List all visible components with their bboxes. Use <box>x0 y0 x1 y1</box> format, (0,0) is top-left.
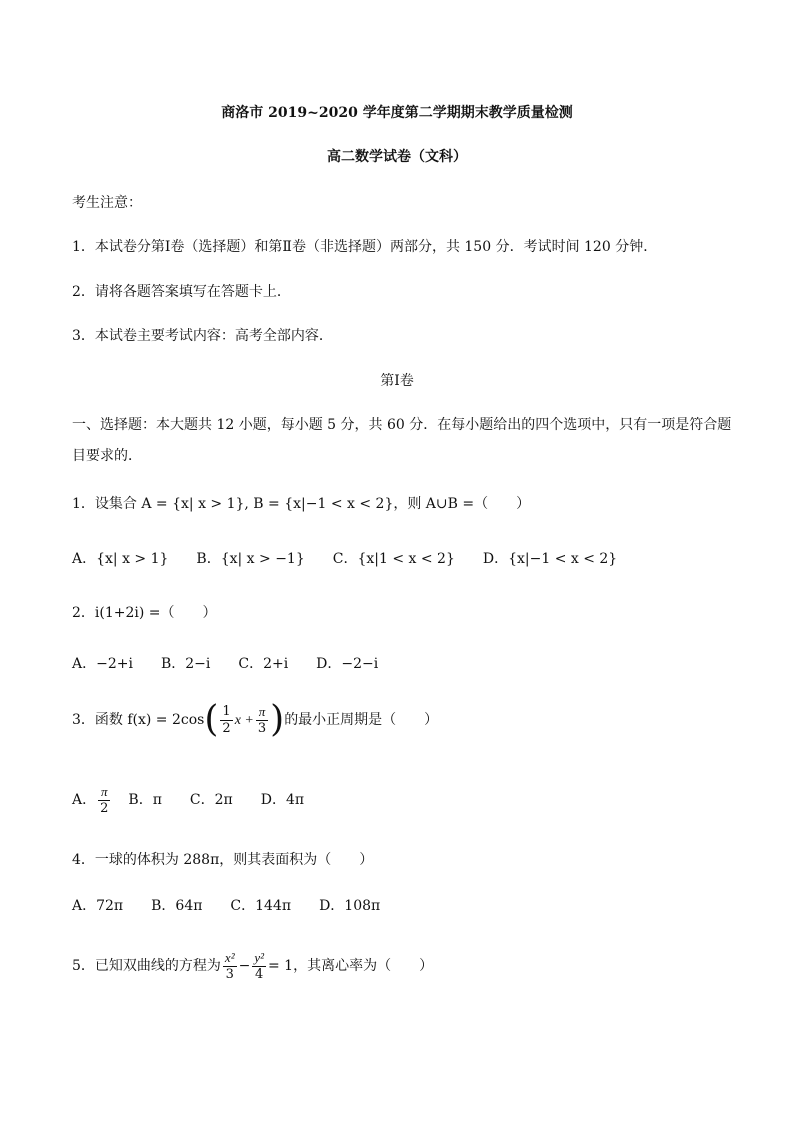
question-3-mid: x + <box>234 713 254 728</box>
question-5 <box>72 946 433 986</box>
section-instructions-line-2: 目要求的． <box>72 448 142 464</box>
right-paren: ) <box>270 699 285 740</box>
section-instructions-line-1: 一、选择题：本大题共 12 小题，每小题 5 分，共 60 分．在每小题给出的四个选项中，只有一项是符合题 <box>72 417 732 433</box>
fraction-x2-over-3: $\frac{\text{x²}}{3}$ <box>224 949 235 982</box>
question-3 <box>72 700 438 741</box>
notice-item-2: 2．请将各题答案填写在答题卡上． <box>72 284 291 300</box>
question-3-other-options: B．π C．2π D．4π <box>128 792 305 808</box>
question-3-suffix: 的最小正周期是（ ） <box>284 712 439 728</box>
notice-item-3: 3．本试卷主要考试内容：高考全部内容． <box>72 328 333 344</box>
exam-title: 商洛市 2019~2020 学年度第二学期期末教学质量检测 <box>221 105 573 121</box>
question-3-options <box>72 780 304 820</box>
exam-subtitle: 高二数学试卷（文科） <box>327 149 467 165</box>
fraction-pi-half: $\frac{\pi}{2}$ <box>100 783 109 816</box>
question-2: 2．i(1+2i) =（ ） <box>72 605 217 621</box>
left-paren: ( <box>204 699 219 740</box>
question-3-prefix: 3．函数 f(x) = 2cos <box>72 712 205 728</box>
notice-heading: 考生注意： <box>72 195 142 211</box>
option-a-label: A． <box>72 792 97 808</box>
question-5-prefix: 5．已知双曲线的方程为 <box>72 958 221 974</box>
fraction-pi-third: $\frac{\pi}{3}$ <box>257 703 267 736</box>
question-4-options: A．72π B．64π C．144π D．108π <box>72 898 381 914</box>
fraction-one-half: $\frac{1}{2}$ <box>222 703 231 736</box>
minus-sign: − <box>238 958 251 974</box>
question-5-suffix: = 1，其离心率为（ ） <box>268 958 434 974</box>
question-1: 1．设集合 A = {x| x > 1}, B = {x|−1 < x < 2}，则 A∪B =（ ） <box>72 496 531 512</box>
fraction-y2-over-4: $\frac{\text{y²}}{4}$ <box>254 949 264 982</box>
part-title: 第Ⅰ卷 <box>380 373 414 389</box>
notice-item-1: 1．本试卷分第Ⅰ卷（选择题）和第Ⅱ卷（非选择题）两部分，共 150 分．考试时间 120 分钟． <box>72 239 658 255</box>
question-2-options: A．−2+i B．2−i C．2+i D．−2−i <box>72 656 379 672</box>
question-1-options: A．{x| x > 1} B．{x| x > −1} C．{x|1 < x < 2} D．{x|−1 < x < 2} <box>72 551 618 567</box>
question-4: 4．一球的体积为 288π，则其表面积为（ ） <box>72 852 374 868</box>
